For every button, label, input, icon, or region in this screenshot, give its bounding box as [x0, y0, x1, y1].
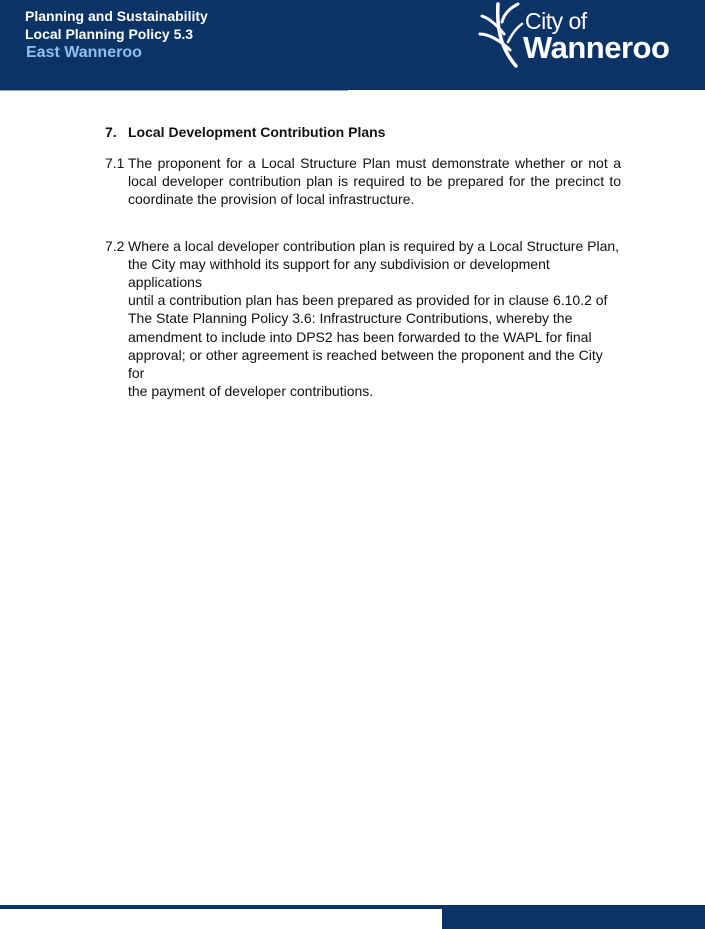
paragraph-line: the City may withhold its support for any subdivision or development applications: [128, 255, 550, 291]
paragraph-text: The proponent for a Local Structure Plan must demonstrate whether or not a local developer contribution plan is required to be prepared for the precinct to coordinate the provision of local infrastructure.: [128, 155, 621, 208]
paragraph-text: [128, 237, 621, 401]
city-of-wanneroo-logo: [478, 0, 700, 70]
document-body: [105, 124, 621, 400]
logo-city-of-text: City of: [525, 8, 587, 34]
paragraph-line: amendment to include into DPS2 has been forwarded to the WAPL for final: [128, 328, 592, 345]
section-title: Local Development Contribution Plans: [128, 124, 386, 140]
header-policy: Local Planning Policy 5.3: [25, 26, 194, 42]
paragraph-line: The State Planning Policy 3.6: Infrastructure Contributions, whereby the: [128, 310, 573, 327]
section-heading: [105, 124, 621, 140]
paragraph-line: until a contribution plan has been prepared as provided for in clause 6.10.2 of: [128, 292, 608, 309]
paragraph-number: 7.2: [105, 237, 125, 254]
header-department: Planning and Sustainability: [25, 8, 208, 24]
page-header: [0, 0, 705, 90]
paragraph-number: 7.1: [105, 155, 125, 171]
paragraph-line: approval; or other agreement is reached between the proponent and the City for: [128, 346, 603, 382]
footer-block: [442, 905, 705, 929]
paragraph-line: Where a local developer contribution plan is required by a Local Structure Plan,: [128, 237, 620, 254]
header-area: East Wanneroo: [26, 44, 142, 61]
logo-wanneroo-text: Wanneroo: [523, 30, 670, 65]
paragraph-7-2: [105, 237, 621, 401]
section-number: 7.: [105, 124, 117, 140]
paragraph-line: the payment of developer contributions.: [128, 383, 374, 400]
paragraph-7-1: [105, 154, 621, 209]
header-divider: [0, 90, 348, 91]
